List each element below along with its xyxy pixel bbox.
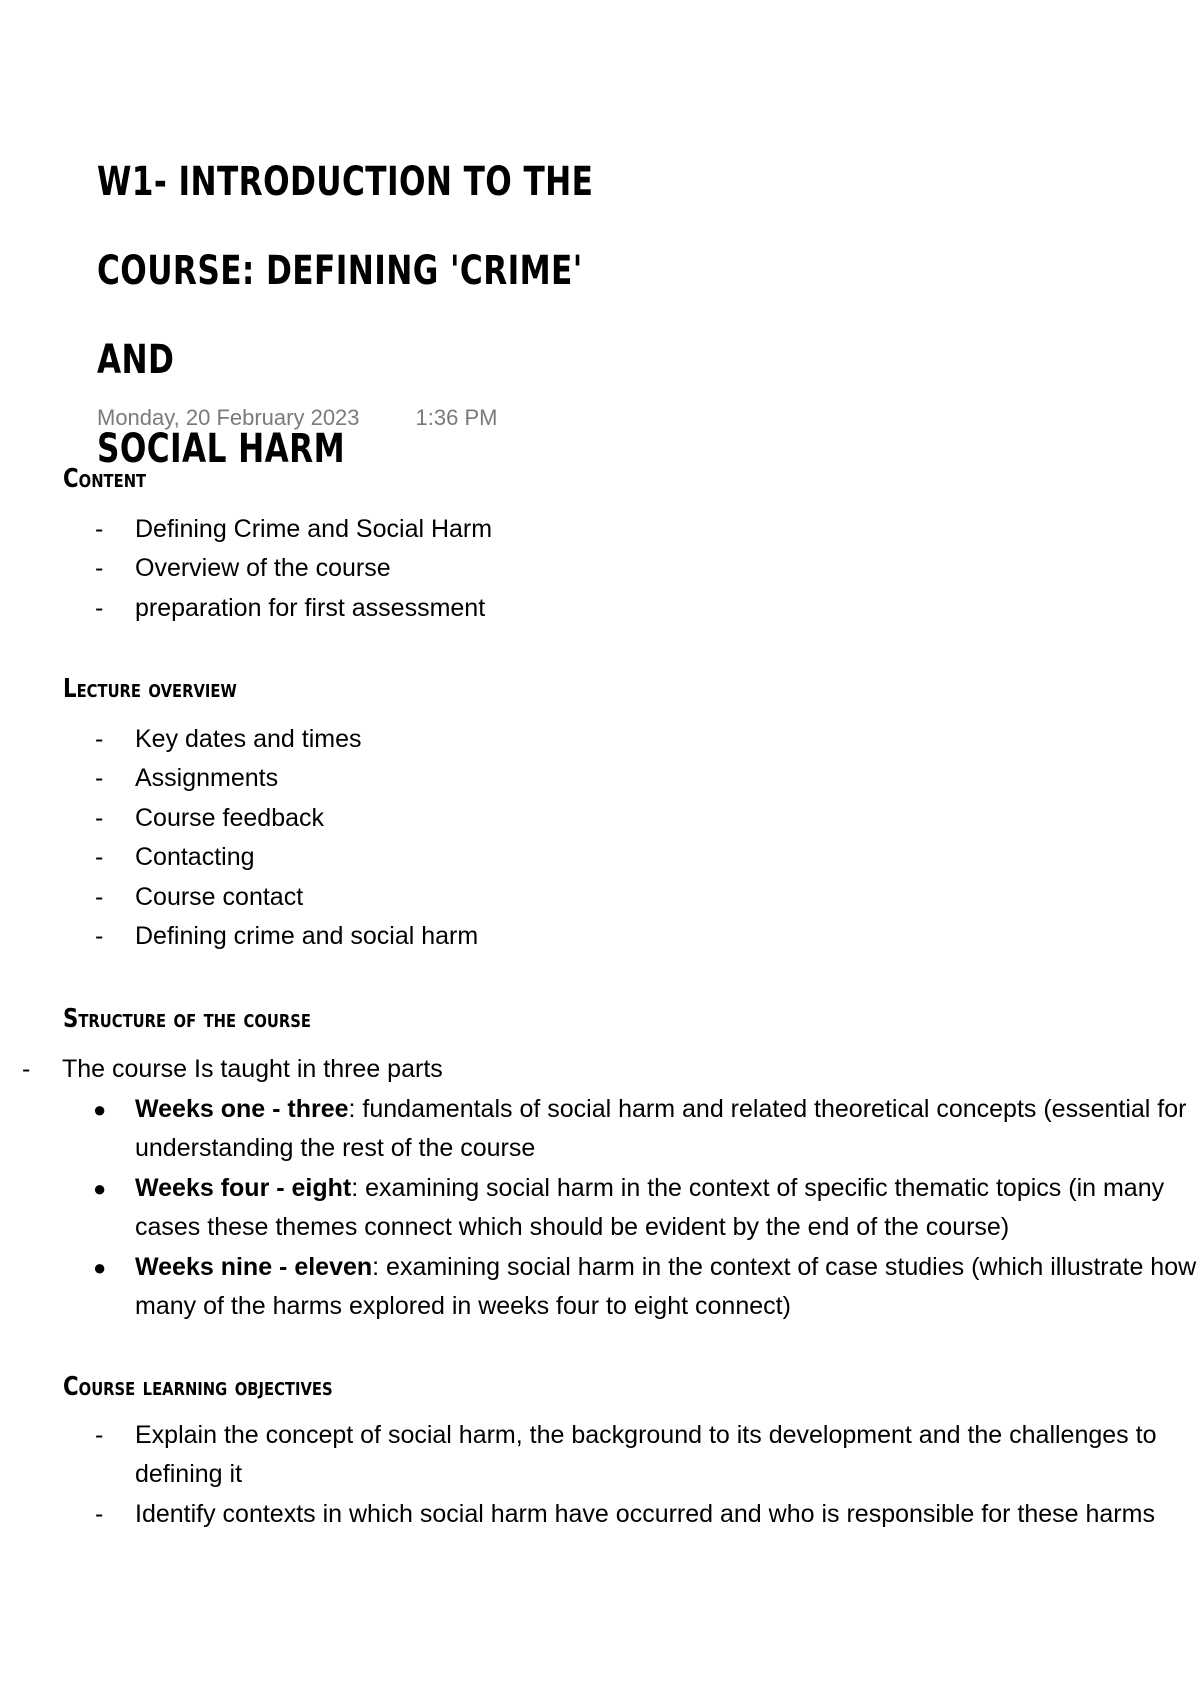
- page-title: [97, 138, 643, 494]
- structure-intro-text: The course Is taught in three parts: [62, 1055, 443, 1083]
- list-item: - Course contact: [0, 878, 1175, 917]
- dash-marker: -: [95, 843, 104, 872]
- structure-bullet-list: [0, 1090, 1200, 1326]
- dash-marker: -: [95, 554, 104, 583]
- weeks-label: Weeks four - eight: [135, 1173, 352, 1202]
- dash-marker: -: [95, 1499, 104, 1528]
- lecture-overview-heading: Lecture overview: [63, 674, 237, 704]
- dash-marker: -: [95, 593, 104, 622]
- structure-heading: Structure of the course: [63, 1004, 311, 1034]
- lecture-overview-list: [0, 720, 1175, 956]
- dash-marker: -: [95, 1421, 104, 1449]
- list-item: - Contacting: [0, 838, 1175, 877]
- page-title-line-3: SOCIAL HARM: [97, 426, 346, 472]
- list-item: - Course feedback: [0, 799, 1175, 838]
- weeks-label: Weeks one - three: [135, 1095, 349, 1123]
- list-item: - Assignments: [0, 759, 1175, 798]
- list-item: - Overview of the course: [0, 549, 1175, 588]
- note-time: 1:36 PM: [415, 405, 498, 430]
- list-item: - preparation for first assessment: [0, 589, 1175, 628]
- page-title-line-2: COURSE: DEFINING 'CRIME' AND: [97, 248, 583, 383]
- list-item: ● Weeks nine - eleven: examining social harm in the context of case studies (which illustrate how many of the harms explored in weeks four to eight connect): [0, 1248, 1200, 1327]
- dash-marker: -: [95, 725, 104, 753]
- list-item: - Explain the concept of social harm, the background to its development and the challenges to defining it: [0, 1416, 1175, 1495]
- note-date: Monday, 20 February 2023: [97, 405, 360, 430]
- objectives-list: [0, 1416, 1175, 1534]
- dash-marker: -: [22, 1055, 31, 1083]
- bullet-marker: ●: [93, 1175, 107, 1201]
- list-item: - Defining crime and social harm: [0, 917, 1175, 956]
- dash-marker: -: [95, 882, 104, 911]
- dash-marker: -: [95, 515, 104, 543]
- bullet-marker: ●: [93, 1254, 107, 1280]
- page-title-line-1: W1- INTRODUCTION TO THE: [97, 159, 594, 205]
- list-item: ● Weeks four - eight: examining social harm in the context of specific thematic topics (in many cases these themes connect which should be evident by the end of the course): [0, 1169, 1200, 1248]
- objectives-heading: Course learning objectives: [63, 1372, 333, 1402]
- weeks-label: Weeks nine - eleven: [135, 1252, 373, 1281]
- list-item: - Identify contexts in which social harm have occurred and who is responsible for these harms: [0, 1495, 1175, 1534]
- list-item: ● Weeks one - three: fundamentals of social harm and related theoretical concepts (essential for understanding the rest of the course: [0, 1090, 1200, 1169]
- list-item: - Key dates and times: [0, 720, 1175, 759]
- note-timestamp: [97, 405, 497, 431]
- bullet-marker: ●: [93, 1097, 107, 1122]
- list-item: - Defining Crime and Social Harm: [0, 510, 1175, 549]
- dash-marker: -: [95, 803, 104, 832]
- content-list: [0, 510, 1175, 628]
- dash-marker: -: [95, 764, 104, 793]
- dash-marker: -: [95, 922, 104, 951]
- content-heading: Content: [63, 464, 147, 494]
